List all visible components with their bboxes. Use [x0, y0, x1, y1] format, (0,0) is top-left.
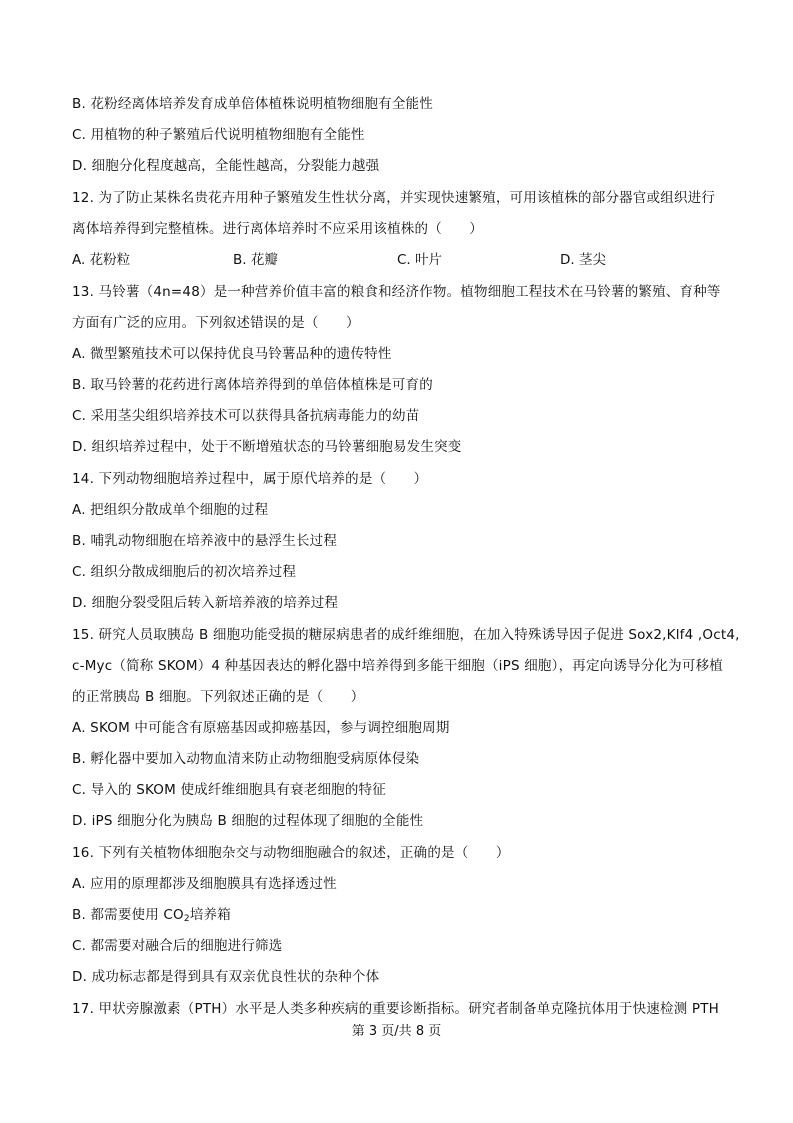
- q15-stem-line-3: 的正常胰岛 B 细胞。下列叙述正确的是（ ）: [72, 689, 365, 705]
- q16-option-c: C. 都需要对融合后的细胞进行筛选: [72, 938, 283, 954]
- q15-option-c: C. 导入的 SKOM 使成纤维细胞具有衰老细胞的特征: [72, 782, 386, 798]
- q16-option-b-suffix: 培养箱: [189, 907, 231, 923]
- q11-option-c: C. 用植物的种子繁殖后代说明植物细胞有全能性: [72, 127, 365, 143]
- q15-stem-line-2: c-Myc（简称 SKOM）4 种基因表达的孵化器中培养得到多能干细胞（iPS 细胞），再定向诱导分化为可移植: [72, 658, 723, 674]
- q13-stem-line-1: 13. 马铃薯（4n=48）是一种营养价值丰富的粮食和经济作物。植物细胞工程技术在马铃薯的繁殖、育种等: [72, 284, 721, 300]
- q15-option-b: B. 孵化器中要加入动物血清来防止动物细胞受病原体侵染: [72, 751, 420, 767]
- q12-option-c: C. 叶片: [397, 252, 443, 268]
- q16-option-b-subscript: 2: [183, 914, 190, 924]
- q14-stem-line-1: 14. 下列动物细胞培养过程中，属于原代培养的是（ ）: [72, 471, 428, 487]
- q17-stem-line-1: 17. 甲状旁腺激素（PTH）水平是人类多种疾病的重要诊断指标。研究者制备单克隆抗体用于快速检测 PTH: [72, 1001, 720, 1017]
- q12-option-d: D. 茎尖: [560, 252, 606, 268]
- q14-option-c: C. 组织分散成细胞后的初次培养过程: [72, 564, 297, 580]
- q12-stem-line-1: 12. 为了防止某株名贵花卉用种子繁殖发生性状分离，并实现快速繁殖，可用该植株的部分器官或组织进行: [72, 190, 716, 206]
- q13-option-c: C. 采用茎尖组织培养技术可以获得具备抗病毒能力的幼苗: [72, 408, 420, 424]
- q13-option-d: D. 组织培养过程中，处于不断增殖状态的马铃薯细胞易发生突变: [72, 439, 462, 455]
- q11-option-d: D. 细胞分化程度越高，全能性越高，分裂能力越强: [72, 158, 380, 174]
- q11-option-b: B. 花粉经离体培养发育成单倍体植株说明植物细胞有全能性: [72, 96, 433, 112]
- q13-stem-line-2: 方面有广泛的应用。下列叙述错误的是（ ）: [72, 315, 360, 331]
- q14-option-a: A. 把组织分散成单个细胞的过程: [72, 502, 269, 518]
- q12-option-b: B. 花瓣: [233, 252, 278, 268]
- q12-option-a: A. 花粉粒: [72, 252, 131, 268]
- page-number-footer: 第 3 页/共 8 页: [351, 1024, 442, 1039]
- q16-option-d: D. 成功标志都是得到具有双亲优良性状的杂种个体: [72, 969, 380, 985]
- q15-option-d: D. iPS 细胞分化为胰岛 B 细胞的过程体现了细胞的全能性: [72, 813, 424, 829]
- q16-option-a: A. 应用的原理都涉及细胞膜具有选择透过性: [72, 876, 337, 892]
- q14-option-d: D. 细胞分裂受阻后转入新培养液的培养过程: [72, 595, 339, 611]
- q16-option-b-prefix: B. 都需要使用 CO: [72, 907, 184, 923]
- q15-stem-line-1: 15. 研究人员取胰岛 B 细胞功能受损的糖尿病患者的成纤维细胞，在加入特殊诱导因子促进 Sox2,Klf4 ,Oct4,: [72, 627, 740, 643]
- q12-stem-line-2: 离体培养得到完整植株。进行离体培养时不应采用该植株的（ ）: [72, 221, 483, 237]
- q13-option-a: A. 微型繁殖技术可以保持优良马铃薯品种的遗传特性: [72, 346, 392, 362]
- q15-option-a: A. SKOM 中可能含有原癌基因或抑癌基因，参与调控细胞周期: [72, 720, 450, 736]
- q16-stem-line-1: 16. 下列有关植物体细胞杂交与动物细胞融合的叙述，正确的是（ ）: [72, 845, 510, 861]
- q16-option-b: [72, 906, 231, 924]
- q14-option-b: B. 哺乳动物细胞在培养液中的悬浮生长过程: [72, 533, 338, 549]
- q13-option-b: B. 取马铃薯的花药进行离体培养得到的单倍体植株是可育的: [72, 377, 433, 393]
